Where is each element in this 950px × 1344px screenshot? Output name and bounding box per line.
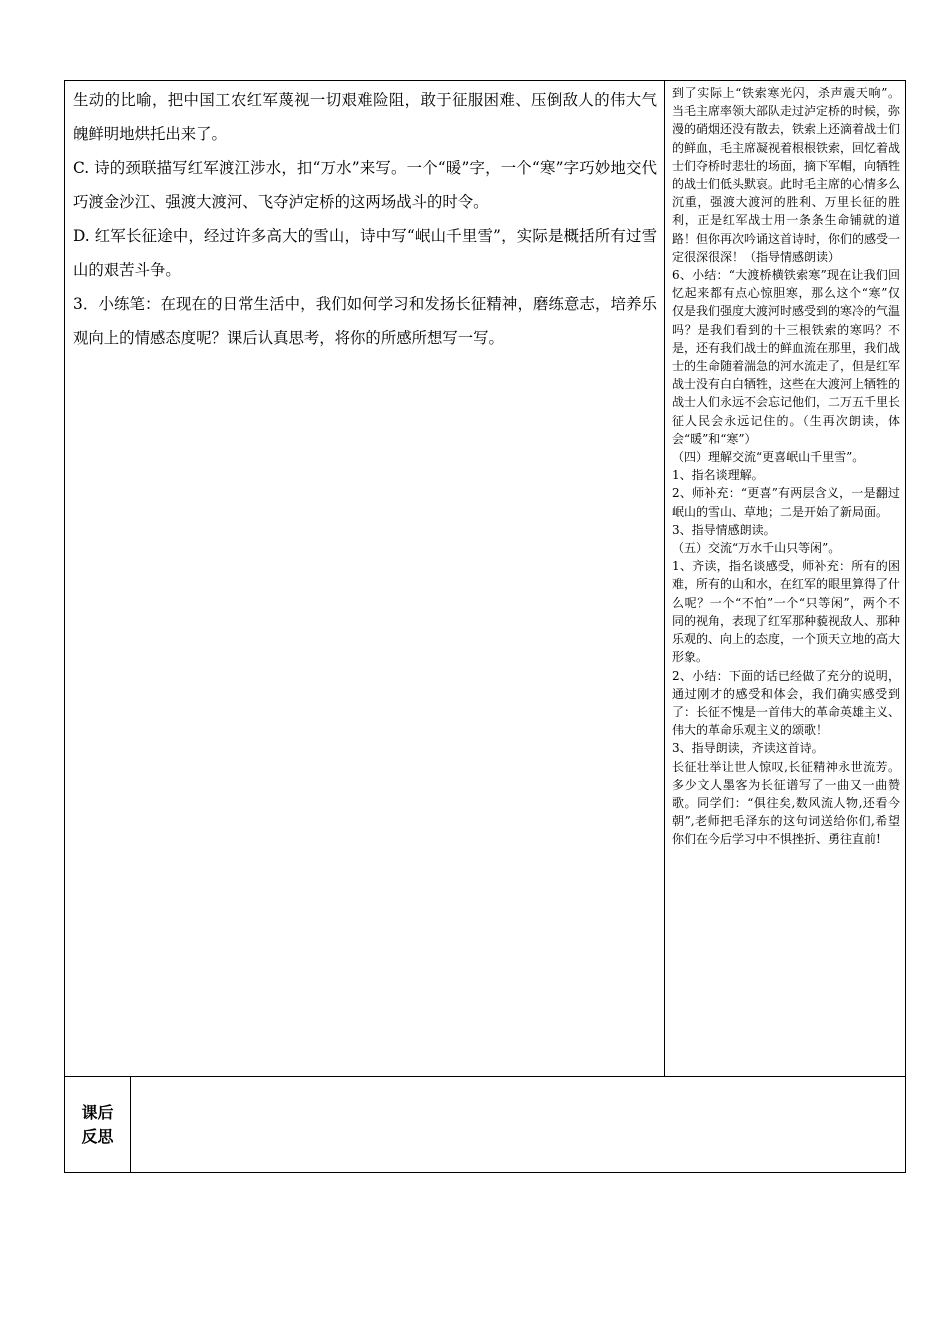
teaching-process-cell	[664, 81, 905, 1076]
lesson-plan-table	[64, 80, 906, 1173]
paragraph: D. 红军长征途中，经过许多高大的雪山，诗中写“岷山千里雪”，实际是概括所有过雪山的艰苦斗争。	[73, 227, 657, 279]
teaching-process-text	[672, 84, 900, 849]
paragraph: C. 诗的颈联描写红军渡江涉水，扣“万水”来写。一个“暖”字，一个“寒”字巧妙地交代巧渡金沙江、强渡大渡河、飞夺泸定桥的这两场战斗的时令。	[73, 159, 657, 211]
reflection-label-line1: 课后	[81, 1102, 114, 1122]
main-content-cell	[65, 81, 664, 1076]
reflection-label	[65, 1077, 131, 1172]
paragraph: 2、小结：下面的话已经做了充分的说明，通过刚才的感受和体会，我们确实感受到了：长征不愧是一首伟大的革命英雄主义、伟大的革命乐观主义的颂歌！	[672, 668, 901, 738]
reflection-row	[65, 1076, 905, 1172]
paragraph: 2、师补充：“更喜”有两层含义，一是翻过岷山的雪山、草地；二是开始了新局面。	[672, 486, 900, 519]
paragraph: 到了实际上“铁索寒光闪，杀声震天响”。当毛主席率领大部队走过泸定桥的时候，弥漫的硝烟还没有散去，铁索上还滴着战士们的鲜血，毛主席凝视着根根铁索，回忆着战士们夺桥时悲壮的场面，摘下军帽，向牺牲的战士们低头默哀。此时毛主席的心情多么沉重，强渡大渡河的胜利、万里长征的胜利，正是红军战士用一条条生命铺就的道路！但你再次吟诵这首诗时，你们的感受一定很深很深！（指导情感朗读）	[672, 86, 901, 264]
paragraph: （五）交流“万水千山只等闲”。	[672, 541, 841, 556]
paragraph: 生动的比喻，把中国工农红军蔑视一切艰难险阻，敢于征服困难、压倒敌人的伟大气魄鲜明地烘托出来了。	[73, 91, 657, 143]
paragraph: 长征壮举让世人惊叹,长征精神永世流芳。多少文人墨客为长征谱写了一曲又一曲赞歌。同学们：“俱往矣,数风流人物,还看今朝”,老师把毛泽东的这句词送给你们,希望你们在今后学习中不惧挫折、勇往直前!	[672, 759, 900, 847]
paragraph: （四）理解交流“更喜岷山千里雪”。	[672, 450, 865, 465]
main-content-text	[73, 83, 657, 355]
paragraph: 6、小结：“大渡桥横铁索寒”现在让我们回忆起来都有点心惊胆寒，那么这个“寒”仅仅是我们强度大渡河时感受到的寒冷的气温吗？是我们看到的十三根铁索的寒吗？不是，还有我们战士的鲜血流在那里，我们战士的生命随着湍急的河水流走了，但是红军战士没有白白牺牲，这些在大渡河上牺牲的战士人们永远不会忘记他们，二万五千里长征人民会永远记住的。（生再次朗读，体会“暖”和“寒”）	[672, 268, 901, 446]
reflection-content	[131, 1077, 905, 1172]
paragraph: 3、指导情感朗读。	[672, 522, 776, 537]
paragraph: 1、指名谈理解。	[672, 468, 764, 483]
paragraph: 3、指导朗读，齐读这首诗。	[672, 741, 824, 756]
paragraph: 3．小练笔：在现在的日常生活中，我们如何学习和发扬长征精神，磨练意志，培养乐观向上的情感态度呢？课后认真思考，将你的所感所想写一写。	[73, 295, 657, 347]
reflection-label-line2: 反思	[81, 1126, 114, 1146]
paragraph: 1、齐读，指名谈感受，师补充：所有的困难，所有的山和水，在红军的眼里算得了什么呢？一个“不怕”一个“只等闲”，两个不同的视角，表现了红军那种藐视敌人、那种乐观的、向上的态度，一个顶天立地的高大形象。	[672, 559, 901, 665]
